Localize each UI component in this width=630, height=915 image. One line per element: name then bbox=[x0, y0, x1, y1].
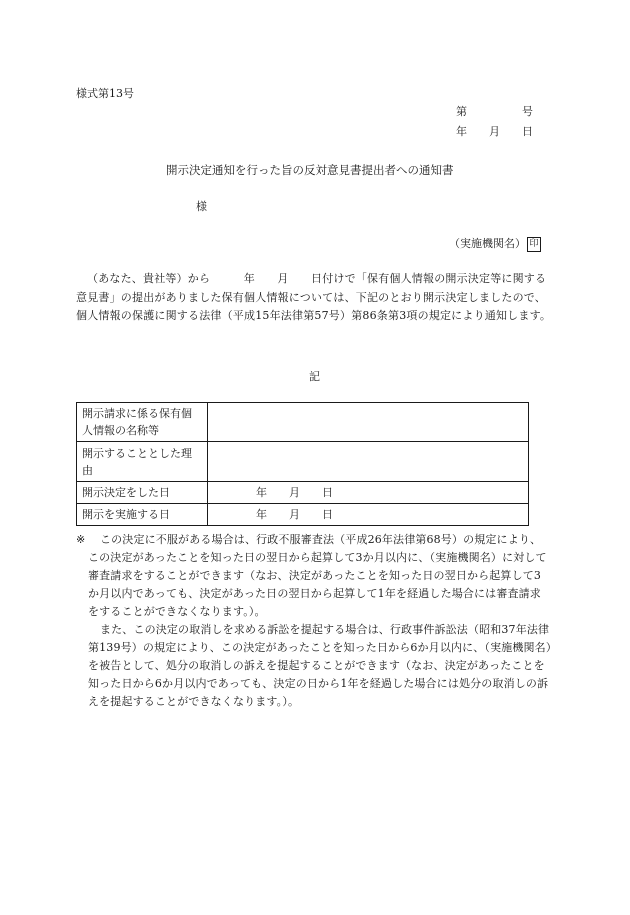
note-paragraph-lawsuit: また、この決定の取消しを求める訴訟を提起する場合は、行政事件訴訟法（昭和37年法律第139号）の規定により、この決定があったことを知った日から6か月以内に、（実施機関名）を被告として、処分の取消しの訴えを提起することができます（なお、決定があったことを知った日から6か月以内であっても、決定の日から1年を経過した場合には処分の取消しの訴えを提起することができなくなります。）。 bbox=[88, 623, 552, 708]
seal-mark: 印 bbox=[527, 237, 541, 252]
disclosure-info-table bbox=[76, 402, 529, 526]
addressee-honorific: 様 bbox=[196, 200, 207, 213]
notice-body bbox=[76, 270, 552, 326]
reference-number-line: 第 号 bbox=[456, 105, 533, 118]
row-value bbox=[208, 482, 529, 504]
note-paragraph-review: この決定に不服がある場合は、行政不服審査法（平成26年法律第68号）の規定により、この決定があったことを知った日の翌日から起算して3か月以内に、（実施機関名）に対して審査請求をすることができます（なお、決定があったことを知った日の翌日から起算して3か月以内であっても、決定があった日の翌日から起算して1年を経過した場合には審査請求をすることができなくなります。）。 bbox=[88, 533, 547, 618]
row-label: 開示することとした理由 bbox=[77, 442, 208, 482]
ki-heading: 記 bbox=[309, 370, 320, 383]
row-label: 開示決定をした日 bbox=[77, 482, 208, 504]
row-value bbox=[208, 442, 529, 482]
row-value bbox=[208, 504, 529, 526]
issue-date-line: 年 月 日 bbox=[456, 125, 533, 138]
row-label: 開示請求に係る保有個人情報の名称等 bbox=[77, 403, 208, 442]
document-title: 開示決定通知を行った旨の反対意見書提出者への通知書 bbox=[166, 163, 454, 177]
implementing-agency bbox=[449, 235, 541, 252]
appeal-note bbox=[76, 531, 552, 711]
note-mark: ※ bbox=[76, 533, 86, 546]
decision-date-value: 年 月 日 bbox=[256, 486, 333, 499]
row-value bbox=[208, 403, 529, 442]
table-row bbox=[77, 403, 529, 442]
agency-label: （実施機関名） bbox=[449, 237, 526, 250]
form-number: 様式第13号 bbox=[76, 87, 134, 100]
table-row bbox=[77, 442, 529, 482]
implementation-date-value: 年 月 日 bbox=[256, 508, 333, 521]
body-paragraph: （あなた、貴社等）から 年 月 日付けで「保有個人情報の開示決定等に関する意見書」の提出がありました保有個人情報については、下記のとおり開示決定しましたので、個人情報の保護に関する法律（平成15年法律第57号）第86条第3項の規定により通知します。 bbox=[76, 272, 552, 322]
table-row bbox=[77, 482, 529, 504]
table-row bbox=[77, 504, 529, 526]
row-label: 開示を実施する日 bbox=[77, 504, 208, 526]
